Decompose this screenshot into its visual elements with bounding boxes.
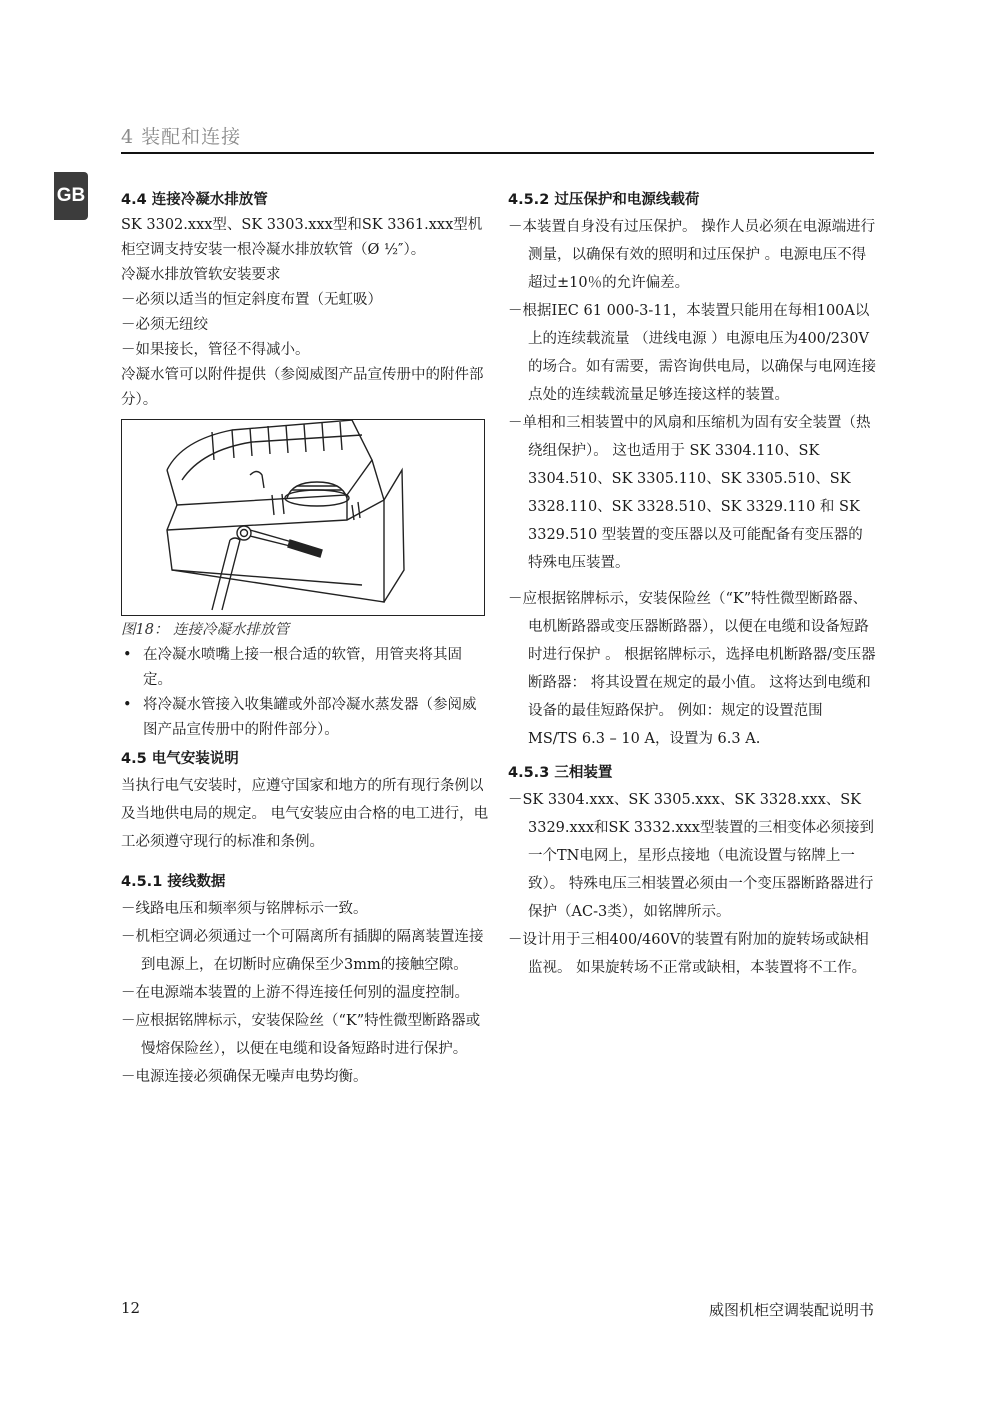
language-tab: GB xyxy=(54,172,88,220)
overvoltage-item: －单相和三相装置中的风扇和压缩机为固有安全装置（热绕组保护）。 这也适用于 SK 3304.110、SK 3304.510、SK 3305.110、SK 3305.510、SK 3328.110、SK 3328.510、SK 3329.110 和 SK 3329.510 型装置的变压器以及可能配备有变压器的特殊电压装置。 xyxy=(508,415,871,571)
wiring-item: －电源连接必须确保无噪声电势均衡。 xyxy=(121,1069,368,1085)
header-rule xyxy=(121,152,874,154)
wiring-item: －在电源端本装置的上游不得连接任何别的温度控制。 xyxy=(121,985,469,1001)
wiring-item: －线路电压和频率须与铭牌标示一致。 xyxy=(121,901,368,917)
figure-18-illustration xyxy=(121,419,485,616)
page-number: 12 xyxy=(121,1299,141,1317)
requirement-item: －必须以适当的恒定斜度布置（无虹吸） xyxy=(121,292,382,308)
chapter-title: 4 装配和连接 xyxy=(121,126,242,148)
condensate-drain-drawing xyxy=(122,420,484,615)
three-phase-item: －SK 3304.xxx、SK 3305.xxx、SK 3328.xxx、SK 3329.xxx和SK 3332.xxx型装置的三相变体必须接到一个TN电网上，星形点接地（电流设置与铭牌上一致）。 特殊电压三相装置必须由一个变压器断路器进行保护（AC-3类），如铭牌所示。 xyxy=(508,792,874,920)
overvoltage-item: －应根据铭牌标示，安装保险丝（“K”特性微型断路器、电机断路器或变压器断路器），以便在电缆和设备短路时进行保护 。 根据铭牌标示，选择电机断路器/变压器断路器： 将其设置在规定的最小值。 这将达到电缆和设备的最佳短路保护。 例如：规定的设置范围 MS/TS 6.3 – 10 A，设置为 6.3 A. xyxy=(508,591,876,747)
section-4-5-heading: 4.5 电气安装说明 xyxy=(121,751,239,767)
section-4-5-3-heading: 4.5.3 三相装置 xyxy=(508,765,613,781)
requirement-item: －必须无纽绞 xyxy=(121,317,208,333)
wiring-item: －应根据铭牌标示，安装保险丝（“K”特性微型断路器或慢熔保险丝），以便在电缆和设备短路时进行保护。 xyxy=(121,1013,481,1057)
requirement-item: －如果接长，管径不得减小。 xyxy=(121,342,310,358)
bullet-item: • 在冷凝水喷嘴上接一根合适的软管，用管夹将其固定。 xyxy=(121,643,489,693)
left-column xyxy=(121,188,489,1091)
overvoltage-item: －本装置自身没有过压保护。 操作人员必须在电源端进行测量，以确保有效的照明和过压保护 。电源电压不得超过±10％的允许偏差。 xyxy=(508,219,876,291)
section-4-4-heading: 4.4 连接冷凝水排放管 xyxy=(121,192,268,208)
section-4-5-2-heading: 4.5.2 过压保护和电源线载荷 xyxy=(508,192,700,208)
wiring-item: －机柜空调必须通过一个可隔离所有插脚的隔离装置连接到电源上，在切断时应确保至少3mm的接触空隙。 xyxy=(121,929,484,973)
bullet-item: • 将冷凝水管接入收集罐或外部冷凝水蒸发器（参阅威图产品宣传册中的附件部分）。 xyxy=(121,693,489,743)
accessory-note: 冷凝水管可以附件提供（参阅威图产品宣传册中的附件部分）。 xyxy=(121,367,484,408)
three-phase-item: －设计用于三相400/460V的装置有附加的旋转场或缺相监视。 如果旋转场不正常或缺相，本装置将不工作。 xyxy=(508,932,869,976)
right-column xyxy=(508,188,876,982)
requirements-title: 冷凝水排放管软安装要求 xyxy=(121,267,281,283)
document-title: 威图机柜空调装配说明书 xyxy=(708,1301,874,1319)
figure-caption: 图18： 连接冷凝水排放管 xyxy=(121,622,290,638)
section-4-4-intro: SK 3302.xxx型、SK 3303.xxx型和SK 3361.xxx型机柜空调支持安装一根冷凝水排放软管（Ø ½″）。 xyxy=(121,217,483,258)
overvoltage-item: －根据IEC 61 000-3-11，本装置只能用在每相100A以上的连续载流量 （进线电源 ）电源电压为400/230V的场合。如有需要，需咨询供电局，以确保与电网连接点处的连续载流量足够连接这样的装置。 xyxy=(508,303,876,403)
section-4-5-1-heading: 4.5.1 接线数据 xyxy=(121,874,226,890)
section-4-5-text: 当执行电气安装时，应遵守国家和地方的所有现行条例以及当地供电局的规定。 电气安装应由合格的电工进行，电工必须遵守现行的标准和条例。 xyxy=(121,778,489,850)
